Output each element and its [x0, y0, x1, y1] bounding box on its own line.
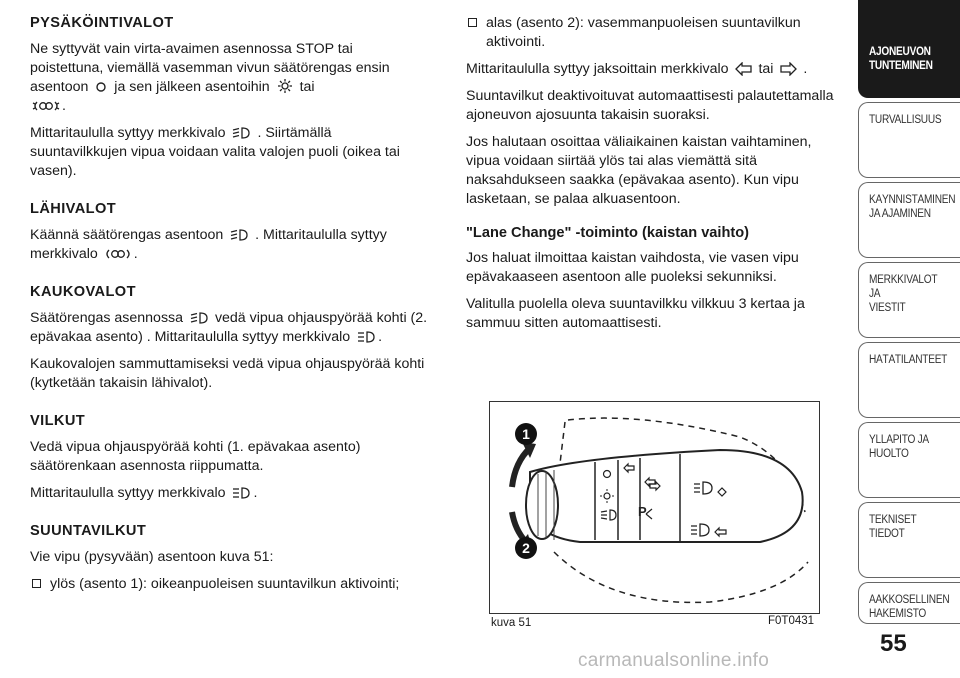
temporary-lane-change-text: Jos halutaan osoittaa väliaikainen kaistan vaihtaminen, vipua voidaan siirtää ylös tai alas viemättä sitä naksahdukseen saakka (epävakaa asento). Kun vipu lasketaan, se palaa alkuasentoon. [466, 134, 812, 207]
high-beam-icon [356, 330, 376, 344]
high-beam-icon [231, 486, 251, 500]
section-turn-signals [30, 522, 430, 594]
right-column [466, 14, 846, 341]
heading-flash: VILKUT [30, 413, 86, 429]
lever-p-label: P [638, 504, 647, 519]
heading-parking-lights: PYSÄKÖINTIVALOT [30, 15, 174, 31]
list-item: alas (asento 2): vasemmanpuoleisen suuntavilkun aktivointi. [466, 14, 846, 52]
lane-change-blink-text: Valitulla puolella oleva suuntavilkku vilkkuu 3 kertaa ja sammuu sitten automaattisesti. [466, 296, 805, 331]
heading-turn-signals: SUUNTAVILKUT [30, 523, 147, 539]
left-column [30, 14, 430, 602]
position-light-icon [276, 78, 294, 94]
turn-left-arrow-icon [735, 62, 753, 76]
heading-lane-change: "Lane Change" -toiminto (kaistan vaihto) [466, 225, 750, 241]
flash-text: Vedä vipua ohjauspyörää kohti (1. epävakaa asento) säätörenkaan asennosta riippumatta. [30, 439, 361, 474]
flash-indicator-text: Mittaritaululla syttyy merkkivalo . [30, 485, 258, 501]
side-lights-icon [104, 247, 132, 261]
tab-index[interactable]: AAKKOSELLINEN HAKEMISTO [858, 582, 960, 624]
bullet-box-icon [32, 579, 41, 588]
list-item: ylös (asento 1): oikeanpuoleisen suuntavilkun aktivointi; [30, 575, 430, 594]
parking-lights-indicator-text: Mittaritaululla syttyy merkkivalo . Siirtämällä suuntavilkkujen vipua voidaan valita valojen puoli (oikea tai vasen). [30, 125, 400, 179]
heading-low-beam: LÄHIVALOT [30, 201, 117, 217]
figure-code: F0T0431 [768, 615, 815, 627]
side-lights-icon [32, 99, 60, 113]
lever-illustration [490, 402, 820, 614]
position-2-label: 2 [522, 540, 530, 556]
auto-deactivate-text: Suuntavilkut deaktivoituvat automaattisesti palautettamalla ajoneuvon ajosuunta takaisin suoraksi. [466, 88, 834, 123]
parking-lights-text: Ne syttyvät vain virta-avaimen asennossa STOP tai poistettuna, viemällä vasemman vivun säätörengas ensin asentoon ja sen jälkeen asentoihin tai . [30, 41, 390, 114]
low-beam-icon [189, 311, 209, 325]
bullet-box-icon [468, 18, 477, 27]
ring-off-icon [94, 80, 108, 94]
figure-caption: kuva 51 [491, 617, 532, 629]
lever-figure [489, 401, 820, 614]
turn-indicator-text: Mittaritaululla syttyy jaksoittain merkkivalo tai . [466, 61, 808, 77]
high-beam-text: Säätörengas asennossa vedä vipua ohjauspyörää kohti (2. epävakaa asento) . Mittaritaululla syttyy merkkivalo . [30, 310, 428, 345]
watermark: carmanualsonline.info [578, 650, 770, 671]
heading-high-beam: KAUKOVALOT [30, 284, 136, 300]
section-low-beam [30, 200, 430, 264]
tab-maintenance[interactable]: YLLÄPITO JA HUOLTO [858, 422, 960, 498]
tab-safety[interactable]: TURVALLISUUS [858, 102, 960, 178]
low-beam-icon [229, 228, 249, 242]
position-1-label: 1 [522, 426, 530, 442]
low-beam-text: Käännä säätörengas asentoon . Mittaritaululla syttyy merkkivalo . [30, 227, 387, 262]
lane-change-text: Jos haluat ilmoittaa kaistan vaihdosta, vie vasen vipu epävakaaseen asentoon alle puoleksi sekunniksi. [466, 250, 799, 285]
tab-starting-driving[interactable]: KÄYNNISTÄMINEN JA AJAMINEN [858, 182, 960, 258]
tab-technical-data[interactable]: TEKNISET TIEDOT [858, 502, 960, 578]
turn-signals-text: Vie vipu (pysyvään) asentoon kuva 51: [30, 549, 274, 565]
tab-vehicle-knowledge[interactable]: AJONEUVON TUNTEMINEN [858, 0, 960, 98]
low-beam-icon [231, 126, 251, 140]
section-high-beam [30, 283, 430, 393]
high-beam-off-text: Kaukovalojen sammuttamiseksi vedä vipua ohjauspyörää kohti (kytketään takaisin lähivalot). [30, 356, 425, 391]
tab-emergencies[interactable]: HÄTÄTILANTEET [858, 342, 960, 418]
tab-warning-lights[interactable]: MERKKIVALOT JA VIESTIT [858, 262, 960, 338]
turn-right-arrow-icon [779, 62, 797, 76]
section-flash [30, 412, 430, 503]
page-number: 55 [880, 630, 907, 657]
